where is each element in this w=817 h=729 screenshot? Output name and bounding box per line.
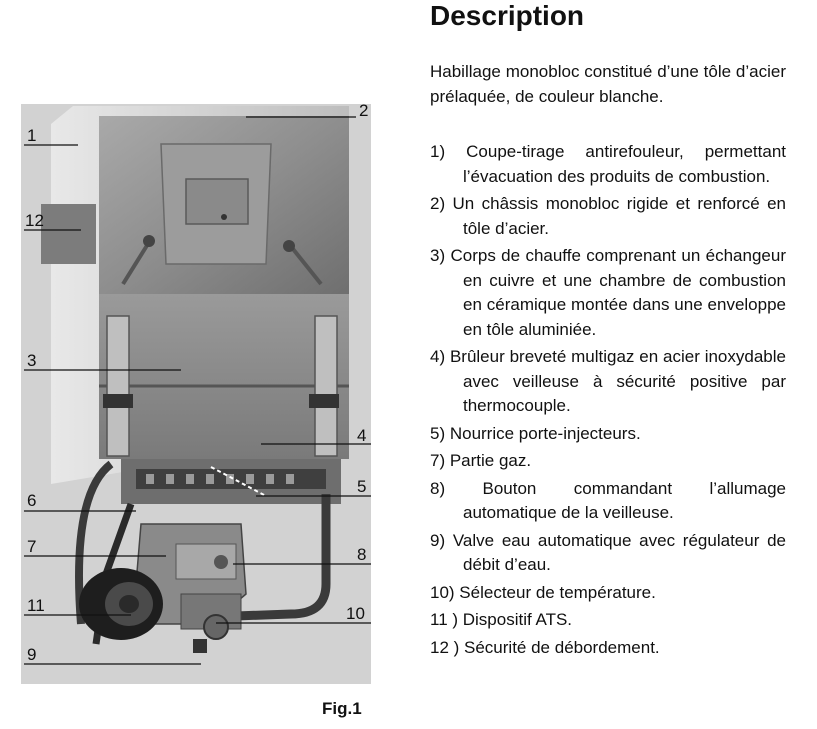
description-title: Description <box>430 0 585 31</box>
list-item: 8) Bouton commandant l’allumage automatique de la veilleuse. <box>430 478 786 522</box>
list-item: 12 ) Sécurité de débordement. <box>430 637 660 657</box>
callout-10: 10 <box>346 604 365 623</box>
callout-8: 8 <box>357 545 367 564</box>
callout-9: 9 <box>27 645 37 664</box>
callout-lines <box>21 101 371 684</box>
callout-3: 3 <box>27 351 37 370</box>
list-item: 4) Brûleur breveté multigaz en acier inoxydable avec veilleuse à sécurité positive par thermocouple. <box>430 347 786 415</box>
list-item: 11 ) Dispositif ATS. <box>430 610 573 629</box>
callout-2: 2 <box>359 101 369 120</box>
list-item: 5) Nourrice porte-injecteurs. <box>430 423 641 443</box>
list-item: 2) Un châssis monobloc rigide et renforcé en tôle d’acier. <box>430 194 786 238</box>
callout-12: 12 <box>25 211 44 230</box>
callout-1: 1 <box>27 126 37 145</box>
callout-6: 6 <box>27 491 37 510</box>
list-item: 10) Sélecteur de température. <box>430 582 656 602</box>
list-item: 7) Partie gaz. <box>430 451 532 470</box>
figure-label: Fig.1 <box>322 699 362 718</box>
description-list <box>430 140 786 663</box>
list-item: 1) Coupe-tirage antirefouleur, permettant l’évacuation des produits de combustion. <box>430 142 786 186</box>
callout-11: 11 <box>27 596 45 615</box>
list-item: 9) Valve eau automatique avec régulateur de débit d’eau. <box>430 530 786 574</box>
callout-4: 4 <box>357 426 367 445</box>
list-item: 3) Corps de chauffe comprenant un échangeur en cuivre et une chambre de combustion en céramique montée dans une enveloppe en tôle aluminiée. <box>430 246 786 339</box>
callout-7: 7 <box>27 537 37 556</box>
description-intro: Habillage monobloc constitué d’une tôle d’acier prélaquée, de couleur blanche. <box>430 62 786 106</box>
boiler-photo <box>21 101 371 684</box>
callout-5: 5 <box>357 477 367 496</box>
